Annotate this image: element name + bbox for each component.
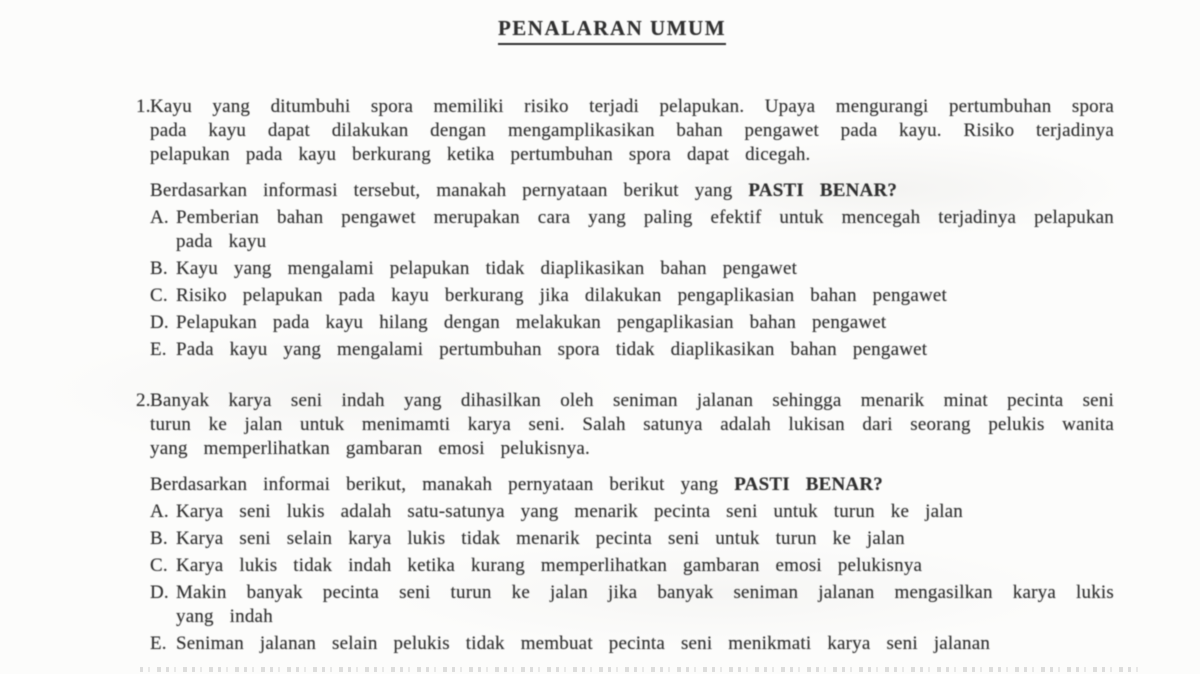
- questions-area: [136, 95, 1114, 656]
- options-list: [150, 500, 1114, 656]
- prompt-text: Berdasarkan informasi tersebut, manakah pernyataan berikut yang: [150, 180, 749, 201]
- option-row-a: [150, 500, 1114, 524]
- option-row-e: [150, 338, 1114, 362]
- option-letter: C.: [150, 555, 168, 576]
- prompt-text: Berdasarkan informai berikut, manakah pernyataan berikut yang: [150, 474, 735, 495]
- option-row-b: [150, 257, 1114, 281]
- question-passage: Banyak karya seni indah yang dihasilkan oleh seniman jalanan sehingga menarik minat pecinta seni turun ke jalan untuk menimamti karya seni. Salah satunya adalah lukisan dari seorang pelukis wanita yang memperlihatkan gambaran emosi pelukisnya.: [150, 390, 1114, 459]
- option-letter: A.: [150, 501, 169, 522]
- option-row-d: [150, 581, 1114, 629]
- option-text: Kayu yang mengalami pelapukan tidak diaplikasikan bahan pengawet: [176, 258, 798, 279]
- question-body: [150, 95, 1114, 362]
- option-letter: B.: [150, 258, 168, 279]
- option-row-a: [150, 206, 1114, 254]
- option-text: Makin banyak pecinta seni turun ke jalan jika banyak seniman jalanan mengasilkan karya lukis yang indah: [176, 582, 1114, 627]
- option-text: Karya seni lukis adalah satu-satunya yang menarik pecinta seni untuk turun ke jalan: [176, 501, 964, 522]
- option-letter: D.: [150, 312, 169, 333]
- option-letter: E.: [150, 633, 167, 654]
- option-row-c: [150, 554, 1114, 578]
- question-prompt: [150, 473, 1114, 497]
- question-body: [150, 389, 1114, 656]
- option-row-c: [150, 284, 1114, 308]
- options-list: [150, 206, 1114, 362]
- question-prompt: [150, 179, 1114, 203]
- title-row: [0, 0, 1200, 45]
- question-block-1: [136, 95, 1114, 362]
- option-letter: B.: [150, 528, 168, 549]
- option-text: Karya lukis tidak indah ketika kurang memperlihatkan gambaran emosi pelukisnya: [176, 555, 923, 576]
- option-text: Pelapukan pada kayu hilang dengan melakukan pengaplikasian bahan pengawet: [176, 312, 887, 333]
- prompt-emphasis: PASTI BENAR?: [734, 474, 883, 495]
- prompt-emphasis: PASTI BENAR?: [748, 180, 898, 201]
- question-number: 2.: [136, 390, 151, 411]
- option-text: Seniman jalanan selain pelukis tidak membuat pecinta seni menikmati karya seni jalanan: [176, 633, 991, 654]
- option-text: Pada kayu yang mengalami pertumbuhan spora tidak diaplikasikan bahan pengawet: [176, 339, 928, 360]
- option-row-b: [150, 527, 1114, 551]
- option-letter: D.: [150, 582, 169, 603]
- option-row-d: [150, 311, 1114, 335]
- option-text: Pemberian bahan pengawet merupakan cara yang paling efektif untuk mencegah terjadinya pelapukan pada kayu: [176, 207, 1114, 252]
- question-passage: Kayu yang ditumbuhi spora memiliki risiko terjadi pelapukan. Upaya mengurangi pertumbuhan spora pada kayu dapat dilakukan dengan mengamplikasikan bahan pengawet pada kayu. Risiko terjadinya pelapukan pada kayu berkurang ketika pertumbuhan spora dapat dicegah.: [150, 96, 1114, 165]
- option-letter: A.: [150, 207, 169, 228]
- page-title: PENALARAN UMUM: [498, 15, 726, 45]
- option-letter: C.: [150, 285, 168, 306]
- cutoff-text-line: [140, 667, 1138, 672]
- option-row-e: [150, 632, 1114, 656]
- option-text: Risiko pelapukan pada kayu berkurang jika dilakukan pengaplikasian bahan pengawet: [176, 285, 948, 306]
- question-number: 1.: [136, 96, 151, 117]
- question-block-2: [136, 389, 1114, 656]
- option-letter: E.: [150, 339, 167, 360]
- option-text: Karya seni selain karya lukis tidak menarik pecinta seni untuk turun ke jalan: [176, 528, 905, 549]
